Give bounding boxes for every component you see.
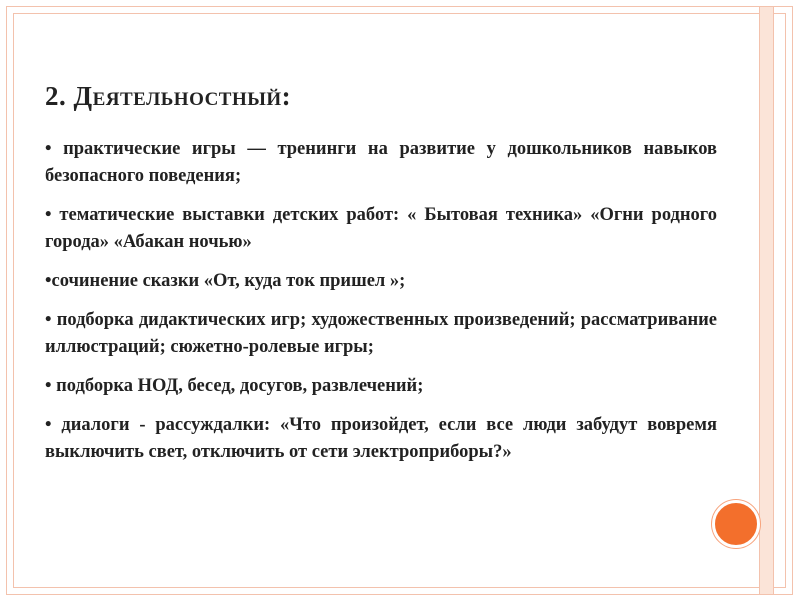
bullet-item-dialogues: • диалоги - рассуждалки: «Что произойдет, если все люди забудут вовремя выключить свет, отключить от сети электроприборы?» (45, 415, 717, 462)
slide-content (45, 80, 717, 466)
bullet-item-exhibitions: • тематические выставки детских работ: « Бытовая техника» «Огни родного города» «Абакан ночью» (45, 205, 717, 252)
orange-circle-decoration (712, 500, 760, 548)
bullet-item-didactic-games: • подборка дидактических игр; художественных произведений; рассматривание иллюстраций; сюжетно-ролевые игры; (45, 310, 717, 357)
side-decorative-stripe (759, 7, 774, 594)
bullet-item-fairy-tale: •сочинение сказки «От, куда ток пришел »; (45, 271, 406, 291)
bullet-item-games: • практические игры — тренинги на развитие у дошкольников навыков безопасного поведения; (45, 139, 717, 186)
bullet-list (45, 136, 717, 466)
bullet-item-activities: • подборка НОД, бесед, досугов, развлечений; (45, 376, 424, 396)
slide-title: 2. Деятельностный: (45, 81, 292, 111)
